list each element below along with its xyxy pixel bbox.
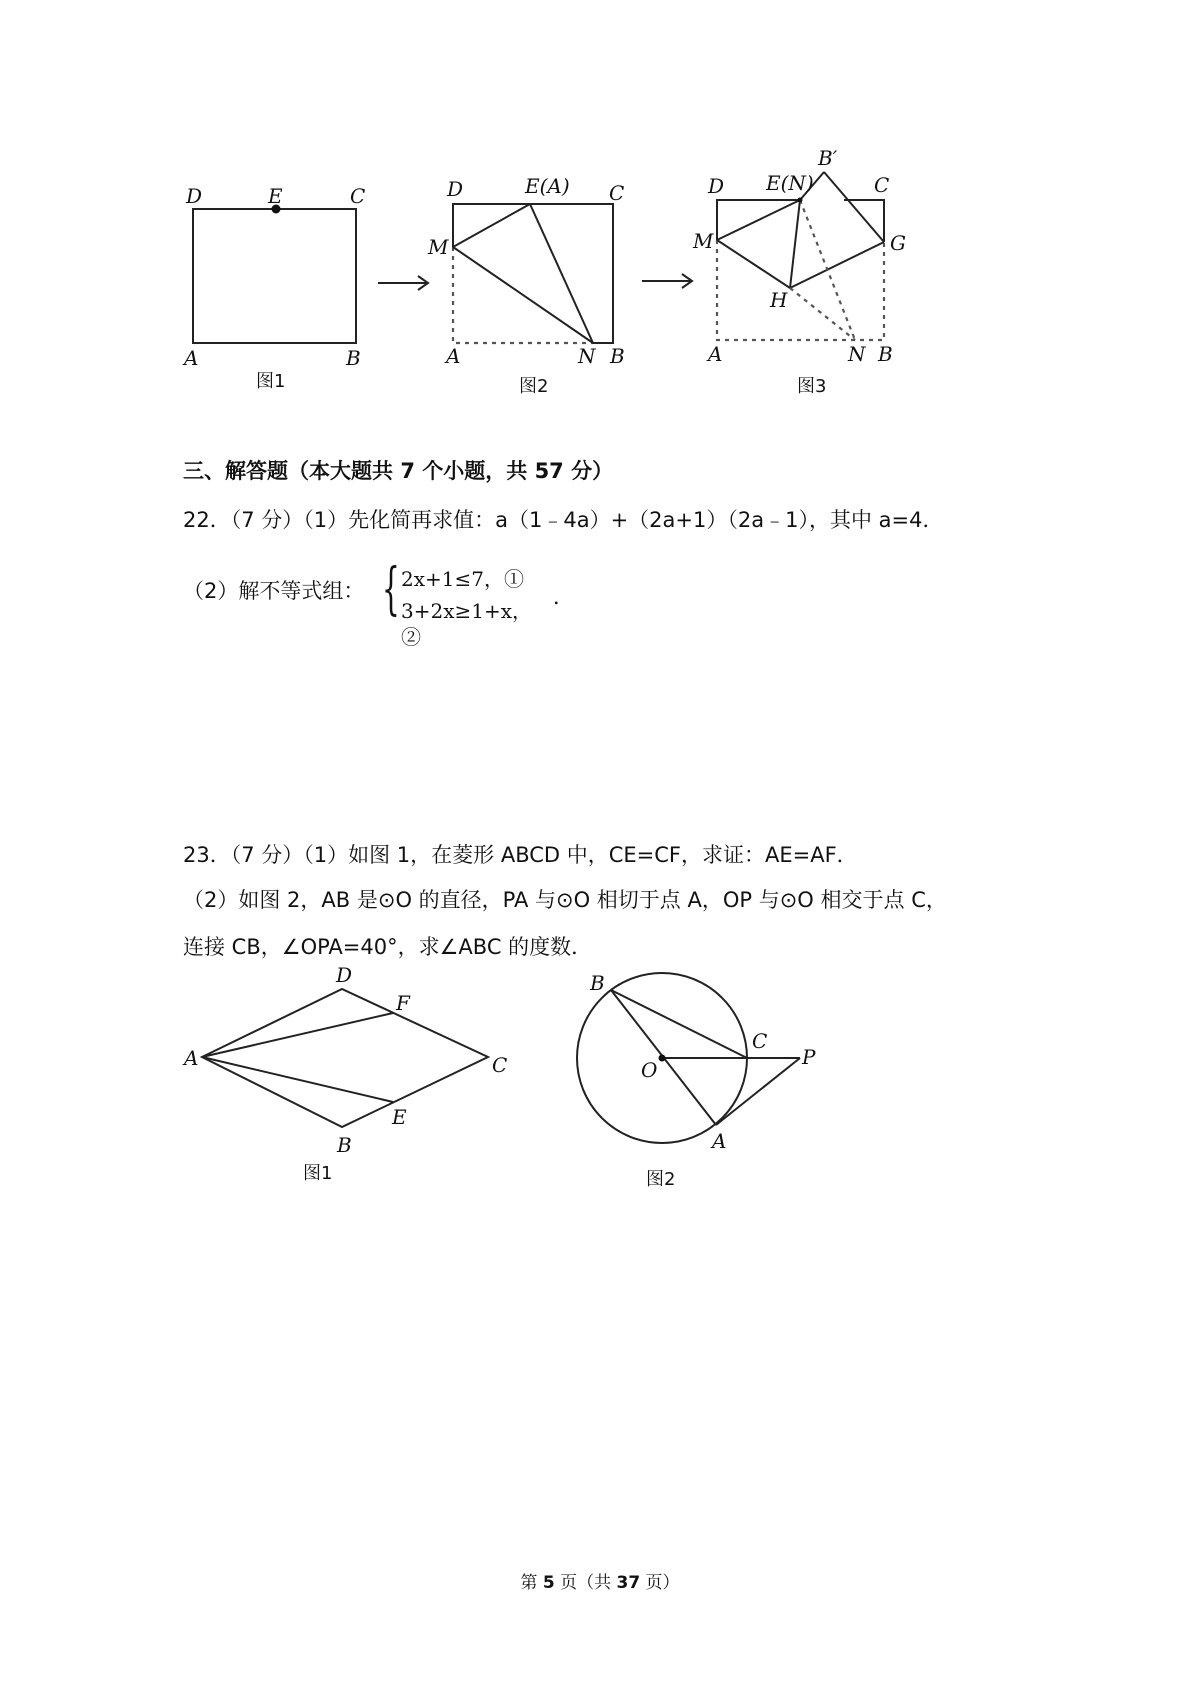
segment-eh: [790, 200, 800, 288]
label-c: C: [752, 1029, 768, 1053]
inequality-system: [401, 566, 532, 650]
solid-outline: [453, 204, 613, 343]
footer-middle: 页（共: [554, 1573, 617, 1593]
label-b: B: [337, 1133, 352, 1157]
label-m: M: [693, 229, 714, 253]
label-e-n: E(N): [766, 171, 814, 195]
caption-figure-1: 图1: [256, 371, 286, 392]
rhombus-abcd: [202, 989, 488, 1127]
part-2-prompt: （2）解不等式组：: [183, 579, 365, 603]
label-b: B: [346, 346, 361, 370]
heading-prefix: 三、解答题（本大题共: [183, 459, 401, 483]
figure-1-rhombus: [182, 963, 507, 1184]
figure-1-rectangle: [182, 184, 365, 392]
label-e: E: [392, 1105, 407, 1129]
footer-prefix: 第: [520, 1573, 543, 1593]
label-e-a: E(A): [525, 174, 570, 198]
figure-3-fold: [692, 146, 906, 397]
label-b: B: [610, 344, 625, 368]
label-p: P: [802, 1045, 816, 1069]
label-c: C: [874, 173, 890, 197]
arrow-right-icon: [378, 276, 428, 290]
label-a: A: [446, 344, 461, 368]
center-o: [659, 1055, 666, 1062]
figure-2-fold: [427, 174, 625, 397]
total-score: 57: [534, 459, 564, 483]
label-b-prime: B′: [818, 146, 838, 170]
brace-symbol: {: [382, 557, 400, 622]
point-e: [798, 198, 803, 203]
label-c: C: [350, 184, 366, 208]
label-n: N: [578, 344, 596, 368]
question-23-figures: [0, 960, 1200, 1210]
inequality-1: 2x+1≤7，①: [401, 567, 524, 591]
folding-figures-svg: [0, 0, 1200, 420]
label-o: O: [641, 1058, 658, 1082]
caption-figure-2: 图2: [646, 1169, 676, 1190]
top-figures: [0, 0, 1200, 420]
inequality-2: 3+2x≥1+x，②: [401, 599, 533, 649]
label-a: A: [184, 346, 199, 370]
label-c: C: [492, 1053, 508, 1077]
label-d: D: [447, 177, 464, 201]
label-a: A: [712, 1129, 727, 1153]
caption-figure-3: 图3: [797, 376, 827, 397]
label-a: A: [184, 1046, 199, 1070]
label-h: H: [770, 288, 788, 312]
question-22-part-1: 22．（7 分）（1）先化简再求值：a（1﹣4a）+（2a+1）（2a﹣1），其中 a=4．: [183, 508, 944, 532]
question-23-line-1: 23．（7 分）（1）如图 1，在菱形 ABCD 中，CE=CF，求证：AE=AF．: [183, 843, 858, 867]
footer-suffix: 页）: [640, 1573, 680, 1593]
segment-bc: [611, 990, 747, 1058]
heading-mid: 个小题，共: [414, 459, 535, 483]
label-a: A: [708, 342, 723, 366]
caption-figure-1: 图1: [303, 1163, 333, 1184]
page-number: 5: [542, 1573, 555, 1593]
label-d: D: [708, 174, 725, 198]
label-b: B: [878, 342, 893, 366]
segment-af: [202, 1013, 393, 1057]
question-23-line-3: 连接 CB，∠OPA=40°，求∠ABC 的度数．: [183, 935, 593, 959]
figure-2-circle: [577, 971, 816, 1190]
label-d: D: [336, 963, 353, 987]
section-heading: [183, 456, 613, 486]
question-count: 7: [400, 459, 415, 483]
total-pages: 37: [616, 1573, 641, 1593]
segment-mh: [717, 240, 790, 288]
segment-hg: [790, 242, 884, 288]
label-c: C: [609, 181, 625, 205]
segment-me: [717, 200, 800, 240]
label-f: F: [396, 991, 410, 1015]
segment-me: [453, 204, 530, 247]
rectangle-abcd: [193, 209, 356, 343]
tangent-pa: [716, 1058, 800, 1125]
segment-ae: [202, 1057, 393, 1102]
heading-suffix: 分）: [563, 459, 614, 483]
label-m: M: [428, 235, 449, 259]
label-n: N: [848, 342, 866, 366]
label-g: G: [890, 231, 906, 255]
question-23-line-2: （2）如图 2，AB 是⊙O 的直径，PA 与⊙O 相切于点 A，OP 与⊙O 相交于点 C，: [183, 888, 947, 912]
page-footer: [0, 1568, 1200, 1593]
caption-figure-2: 图2: [519, 376, 549, 397]
label-d: D: [186, 184, 203, 208]
arrow-right-icon: [642, 274, 692, 288]
q23-figures-svg: [0, 960, 1200, 1210]
label-e: E: [268, 184, 283, 208]
part-2-end-mark: ．: [553, 585, 574, 609]
dashed-hn: [790, 288, 855, 340]
label-b: B: [590, 971, 605, 995]
